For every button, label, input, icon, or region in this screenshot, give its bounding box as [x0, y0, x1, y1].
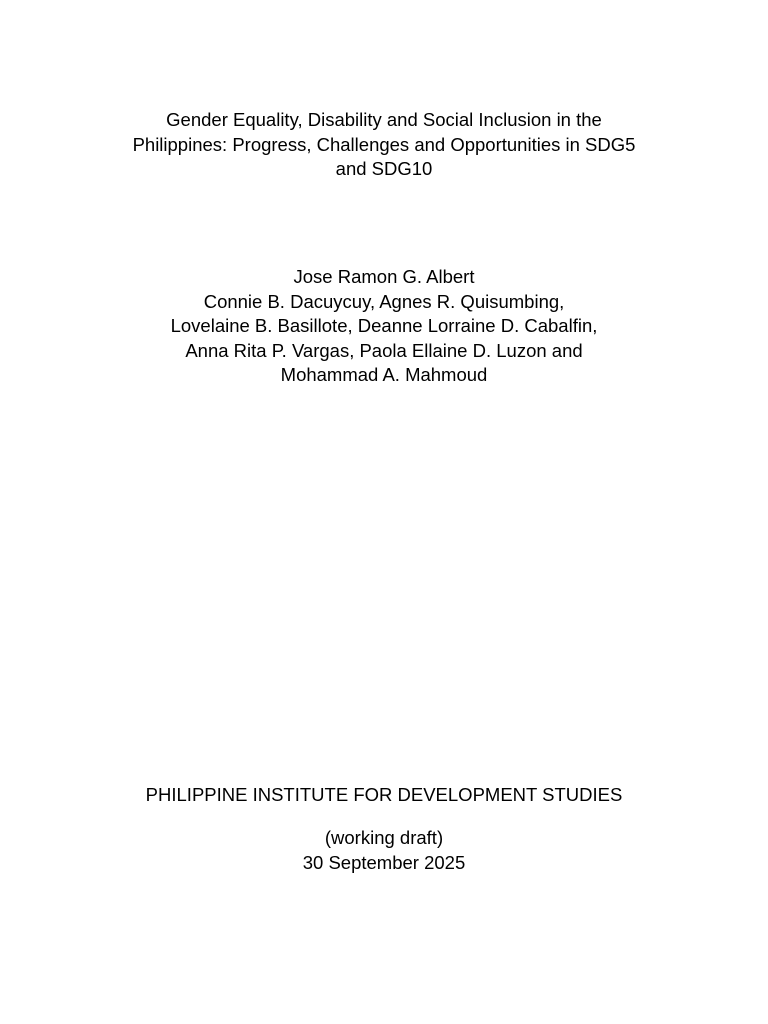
institute-line: PHILIPPINE INSTITUTE FOR DEVELOPMENT STUDIES	[145, 784, 623, 805]
author-line: Lovelaine B. Basillote, Deanne Lorraine D. Cabalfin,	[170, 315, 598, 336]
document-date: 30 September 2025	[302, 851, 466, 873]
institute-name	[0, 783, 768, 808]
title-line: Philippines: Progress, Challenges and Opportunities in SDG5	[132, 133, 636, 155]
title-line: Gender Equality, Disability and Social Inclusion in the	[166, 109, 602, 130]
title-line: and SDG10	[335, 158, 433, 179]
author-line: Connie B. Dacuycuy, Agnes R. Quisumbing,	[203, 290, 565, 312]
author-line: Anna Rita P. Vargas, Paola Ellaine D. Luzon and	[185, 339, 583, 361]
author-line: Mohammad A. Mahmoud	[280, 364, 488, 385]
author-line: Jose Ramon G. Albert	[293, 266, 475, 287]
author-list	[0, 265, 768, 388]
document-title	[0, 108, 768, 182]
draft-status: (working draft)	[324, 827, 444, 848]
draft-info	[0, 826, 768, 875]
